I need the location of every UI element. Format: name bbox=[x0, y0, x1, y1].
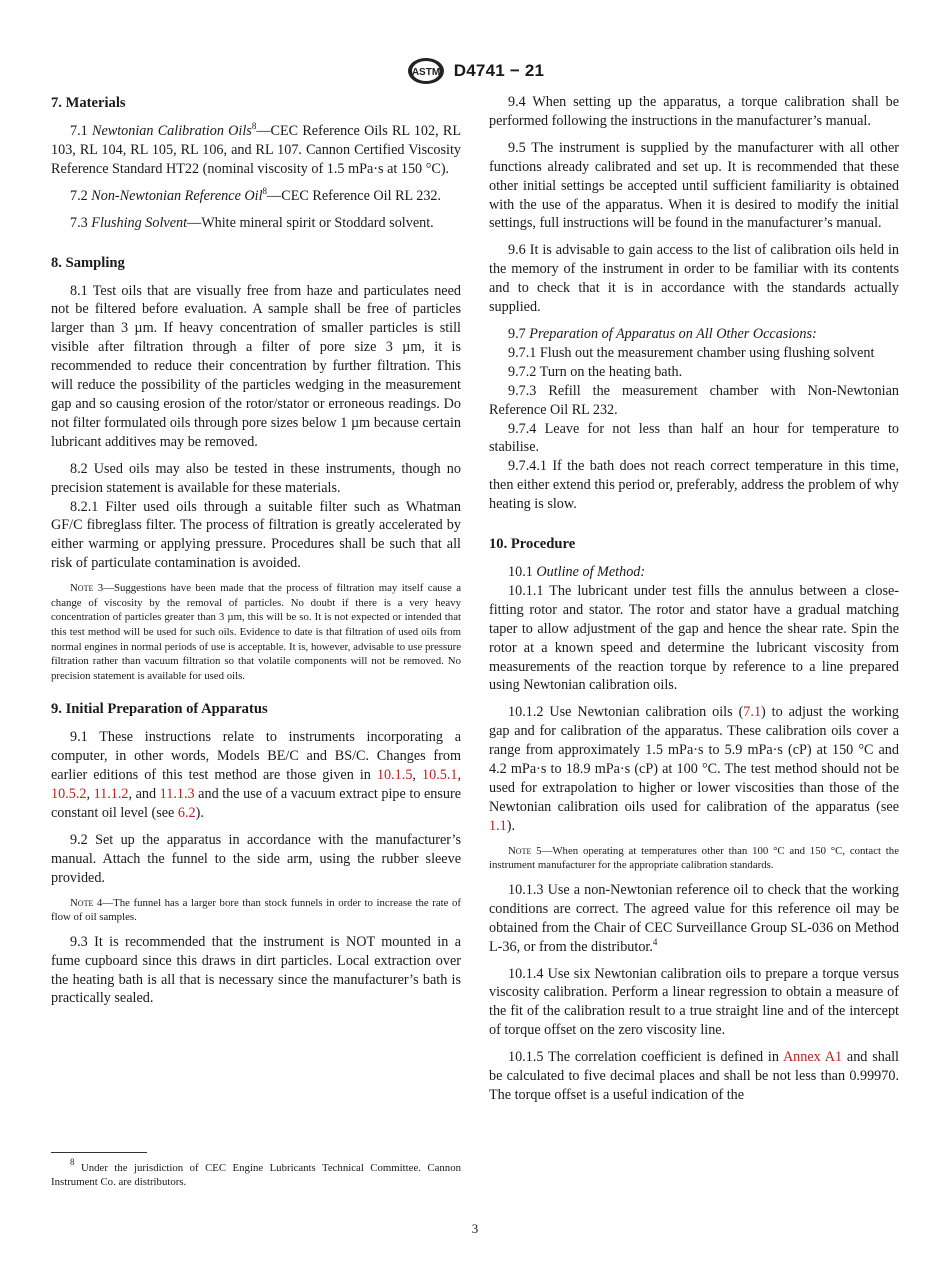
paragraph-9-7-3: 9.7.3 Refill the measurement chamber with Non-Newtonian Reference Oil RL 232. bbox=[489, 382, 899, 418]
paragraph-7-3: 7.3 Flushing Solvent—White mineral spirit or Stoddard solvent. bbox=[70, 214, 434, 231]
page-header bbox=[0, 56, 950, 86]
link-10-1-5[interactable]: 10.1.5 bbox=[376, 767, 413, 784]
paragraph-9-1: 9.1 These instructions relate to instruments incorporating a computer, in other words, Models BE/C and BS/C. Changes from earlier editions of this test method are those given in 10.1.5, 10.5.1, 10.5.2, 11.1.2, and 11.1.3 and the use of a vacuum extract pipe to ensure constant oil level (see 6.2). bbox=[51, 729, 462, 821]
paragraph-8-2-1: 8.2.1 Filter used oils through a suitable filter such as Whatman GF/C fibreglass filter. The process of filtration is greatly accelerated by either warming or applying pressure. Procedures shall be such that all risk of particulate contamination is avoided. bbox=[51, 498, 461, 572]
link-10-5-2[interactable]: 10.5.2 bbox=[51, 786, 87, 802]
paragraph-9-7: 9.7 Preparation of Apparatus on All Other Occasions: bbox=[508, 325, 817, 342]
section-7-heading: 7. Materials bbox=[51, 95, 126, 111]
note-4: Note 4—The funnel has a larger bore than stock funnels in order to increase the rate of flow of oil samples. bbox=[51, 896, 461, 924]
paragraph-9-3: 9.3 It is recommended that the instrument is NOT mounted in a fume cupboard since this draws in dirt particles. Local extraction over the heating bath is all that is necessary since the manufacturer’s bath is practically sealed. bbox=[51, 933, 461, 1007]
paragraph-9-7-2: 9.7.2 Turn on the heating bath. bbox=[508, 363, 683, 380]
link-11-1-2[interactable]: 11.1.2 bbox=[93, 786, 129, 802]
paragraph-9-5: 9.5 The instrument is supplied by the manufacturer with all other functions already calibrated and set up. It is recommended that these other initial settings be accepted until sufficient familiarity is obtained with the use of the apparatus. When it is desired to modify the initial settings, full instructions will be found in the manufacturer’s manual. bbox=[489, 139, 899, 232]
section-8-heading: 8. Sampling bbox=[51, 254, 125, 271]
link-11-1-3[interactable]: 11.1.3 bbox=[159, 786, 195, 802]
footnote-8: $^8$ Under the jurisdiction of CEC Engine Lubricants Technical Committee. Cannon Instrument Co. are distributors. bbox=[51, 1157, 461, 1189]
left-column bbox=[51, 93, 461, 1016]
document-id: D4741 − 21 bbox=[453, 61, 545, 80]
paragraph-10-1-3: 10.1.3 Use a non-Newtonian reference oil to check that the working conditions are correct. The agreed value for this reference oil may be obtained from the Chair of CEC Surveillance Group SL-036 on Method L-36, or from the distributor.$^4$ bbox=[489, 881, 899, 955]
paragraph-7-1: 7.1 Newtonian Calibration Oils$^8$—CEC Reference Oils RL 102, RL 103, RL 104, RL 105, RL 106, and RL 107. Cannon Certified Viscosity Reference Standard HT22 (nominal viscosity of 1.5 mPa·s at 150 °C). bbox=[51, 121, 462, 177]
paragraph-9-6: 9.6 It is advisable to gain access to the list of calibration oils held in the memory of the instrument in order to be familiar with its contents and to check that it is in accordance with the standards actually supplied. bbox=[489, 242, 899, 316]
note-3: Note 3—Suggestions have been made that the process of filtration may itself cause a change of viscosity by the removal of particles. No doubt if there is a very heavy concentration of particles greater than 3 µm, this will be so. It is not expected or intended that this test method will be used for such oils. Evidence to date is that filtration of used oils from normal engines in normal periods of use is acceptable. It is, however, advisable to use pressure filtration rather than vacuum filtration so that volatile components will not be removed. No precision statement is available for used oils. bbox=[51, 582, 461, 682]
paragraph-9-7-4-1: 9.7.4.1 If the bath does not reach correct temperature in this time, then either extend this period or, preferably, address the problem of why heating is slow. bbox=[489, 458, 899, 513]
right-column bbox=[489, 93, 899, 1113]
paragraph-9-4: 9.4 When setting up the apparatus, a torque calibration shall be performed following the instructions in the manufacturer’s manual. bbox=[489, 94, 899, 129]
paragraph-9-7-4: 9.7.4 Leave for not less than half an hour for temperature to stabilise. bbox=[489, 420, 899, 456]
paragraph-9-2: 9.2 Set up the apparatus in accordance with the manufacturer’s manual. Attach the funnel to the side arm, using the rubber sleeve provided. bbox=[51, 831, 461, 886]
footnote-divider bbox=[51, 1152, 147, 1153]
section-9-heading: 9. Initial Preparation of Apparatus bbox=[51, 701, 268, 718]
note-5: Note 5—When operating at temperatures other than 100 °C and 150 °C, contact the instrument manufacturer for the appropriate calibration standards. bbox=[489, 844, 899, 872]
link-7-1[interactable]: 7.1 bbox=[743, 704, 762, 721]
svg-text:ASTM: ASTM bbox=[411, 67, 440, 78]
paragraph-10-1: 10.1 Outline of Method: bbox=[508, 564, 646, 581]
link-1-1[interactable]: 1.1 bbox=[489, 817, 507, 834]
link-annex-a1[interactable]: Annex A1 bbox=[782, 1049, 843, 1066]
section-10-heading: 10. Procedure bbox=[489, 536, 576, 553]
paragraph-9-7-1: 9.7.1 Flush out the measurement chamber using flushing solvent bbox=[508, 344, 875, 361]
paragraph-10-1-5: 10.1.5 The correlation coefficient is defined in Annex A1 and shall be calculated to five decimal places and shall be not less than 0.99970. The torque offset is a useful indication of the bbox=[489, 1049, 899, 1103]
paragraph-8-1: 8.1 Test oils that are visually free from haze and particulates need not be filtered before evaluation. A sample shall be free of particles larger than 3 µm. If heavy concentration of smaller particles is still visible after filtration through a filter of pore size 3 µm, it is recommended to reduce their concentration by further filtration. This will reduce the possibility of the particles wedging in the measurement gap and so causing erosion of the rotor/stator or erroneous readings. Do not filter formulated oils through pore sizes below 1 µm because certain lubricant additives may be removed. bbox=[51, 282, 461, 450]
page-number: 3 bbox=[471, 1221, 479, 1236]
paragraph-10-1-1: 10.1.1 The lubricant under test fills the annulus between a close-fitting rotor and stator. The rotor and stator have a gradual matching taper to allow adjustment of the gap and hence the shear rate. Spin the rotor at a known speed and determine the lubricant viscosity from measurements of the reaction torque by reference to a line prepared using Newtonian calibration oils. bbox=[489, 582, 899, 694]
link-6-2[interactable]: 6.2 bbox=[177, 804, 196, 821]
astm-logo-icon bbox=[406, 56, 446, 86]
paragraph-8-2: 8.2 Used oils may also be tested in these instruments, though no precision statement is available for these materials. bbox=[51, 460, 461, 496]
link-10-5-1[interactable]: 10.5.1 bbox=[422, 767, 458, 784]
paragraph-10-1-4: 10.1.4 Use six Newtonian calibration oils to prepare a torque versus viscosity calibration. Perform a linear regression to obtain a measure of the fit of the calibration result to a true straight line and of the intercept of torque offset on the zero viscosity line. bbox=[489, 965, 899, 1039]
paragraph-10-1-2: 10.1.2 Use Newtonian calibration oils (7.1) to adjust the working gap and for calibration of the apparatus. These calibration oils cover a range from approximately 1.5 mPa·s to 5.9 mPa·s (cP) at 150 °C and 4.2 mPa·s to 18.9 mPa·s (cP) at 100 °C. The test method should not be used for extrapolation to higher or lower viscosities than those of the Newtonian calibration oils used for calibration of the apparatus (see 1.1). bbox=[489, 704, 899, 834]
paragraph-7-2: 7.2 Non-Newtonian Reference Oil$^8$—CEC Reference Oil RL 232. bbox=[70, 185, 442, 204]
